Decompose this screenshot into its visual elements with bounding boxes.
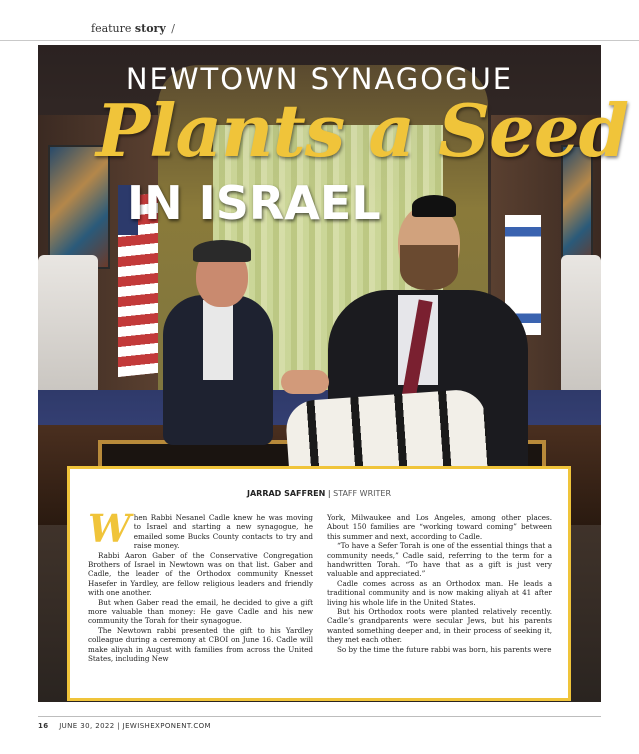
- article-paragraph: So by the time the future rabbi was born, his parents were: [337, 644, 552, 654]
- photo-handshake: [281, 370, 329, 394]
- article-paragraph: But when Gaber read the email, he decided to give a gift more valuable than money: He gave Cadle and his new community the Torah for their synagogue.: [88, 597, 313, 626]
- photo-kippah: [412, 195, 456, 217]
- footer-rule: [38, 716, 601, 717]
- article-columns: [88, 513, 552, 695]
- footer-text: JUNE 30, 2022 | JEWISHEXPONENT.COM: [59, 722, 211, 730]
- byline-author: JARRAD SAFFREN: [247, 489, 326, 498]
- article-column-1: [88, 513, 313, 695]
- headline-top: NEWTOWN SYNAGOGUE: [125, 62, 514, 96]
- photo-chair-left: [38, 255, 98, 395]
- page-footer: [38, 722, 211, 730]
- photo-chair-right: [561, 255, 601, 395]
- byline-divider: |: [327, 489, 334, 498]
- header-rule: [0, 40, 639, 41]
- page-number: 16: [38, 722, 49, 730]
- article-paragraph: When Rabbi Nesanel Cadle knew he was moving to Israel and starting a new synagogue, he emailed some Bucks County contacts to try and raise money.: [88, 513, 313, 551]
- headline-main: Plants a Seed: [96, 88, 629, 173]
- photo-person-left-shirt: [203, 300, 233, 380]
- drop-cap: W: [88, 513, 131, 551]
- photo-person-right-beard: [400, 245, 458, 290]
- section-label-slash: /: [171, 22, 175, 35]
- article-paragraph: Rabbi Aaron Gaber of the Conservative Congregation Brothers of Israel in Newtown was on that list. Gaber and Cadle, the leader of the Orthodox community Knesset Hasefer in Yardley, are fellow religious leaders and friendly with one another.: [88, 550, 313, 598]
- article-paragraph: York, Milwaukee and Los Angeles, among other places. About 150 families are “working toward coming” between this summer and next, according to Cadle.: [327, 513, 552, 541]
- headline-sub: IN ISRAEL: [127, 176, 381, 230]
- article-box: [67, 466, 571, 701]
- article-paragraph: The Newtown rabbi presented the gift to his Yardley colleague during a ceremony at CBOI on June 16. Cadle will make aliyah in August with families from across the United States, including New: [88, 625, 313, 664]
- article-paragraph: But his Orthodox roots were planted relatively recently. Cadle’s grandparents were secular Jews, but his parents wanted something deeper and, in their process of seeking it, they met each other.: [327, 607, 552, 645]
- section-label: [91, 22, 175, 35]
- photo-person-left-hair: [193, 240, 251, 262]
- byline: [70, 489, 568, 498]
- byline-role: STAFF WRITER: [333, 489, 391, 498]
- article-paragraph: “To have a Sefer Torah is one of the essential things that a community needs,” Cadle said, referring to the term for a handwritten Torah. “To have that as a gift is just very valuable and appreciated.”: [327, 541, 552, 579]
- section-label-bold: story: [134, 22, 166, 35]
- article-paragraph: Cadle comes across as an Orthodox man. He leads a traditional community and is now making aliyah at 41 after living his whole life in the United States.: [327, 578, 552, 607]
- section-label-light: feature: [91, 22, 132, 35]
- article-column-2: [327, 513, 552, 695]
